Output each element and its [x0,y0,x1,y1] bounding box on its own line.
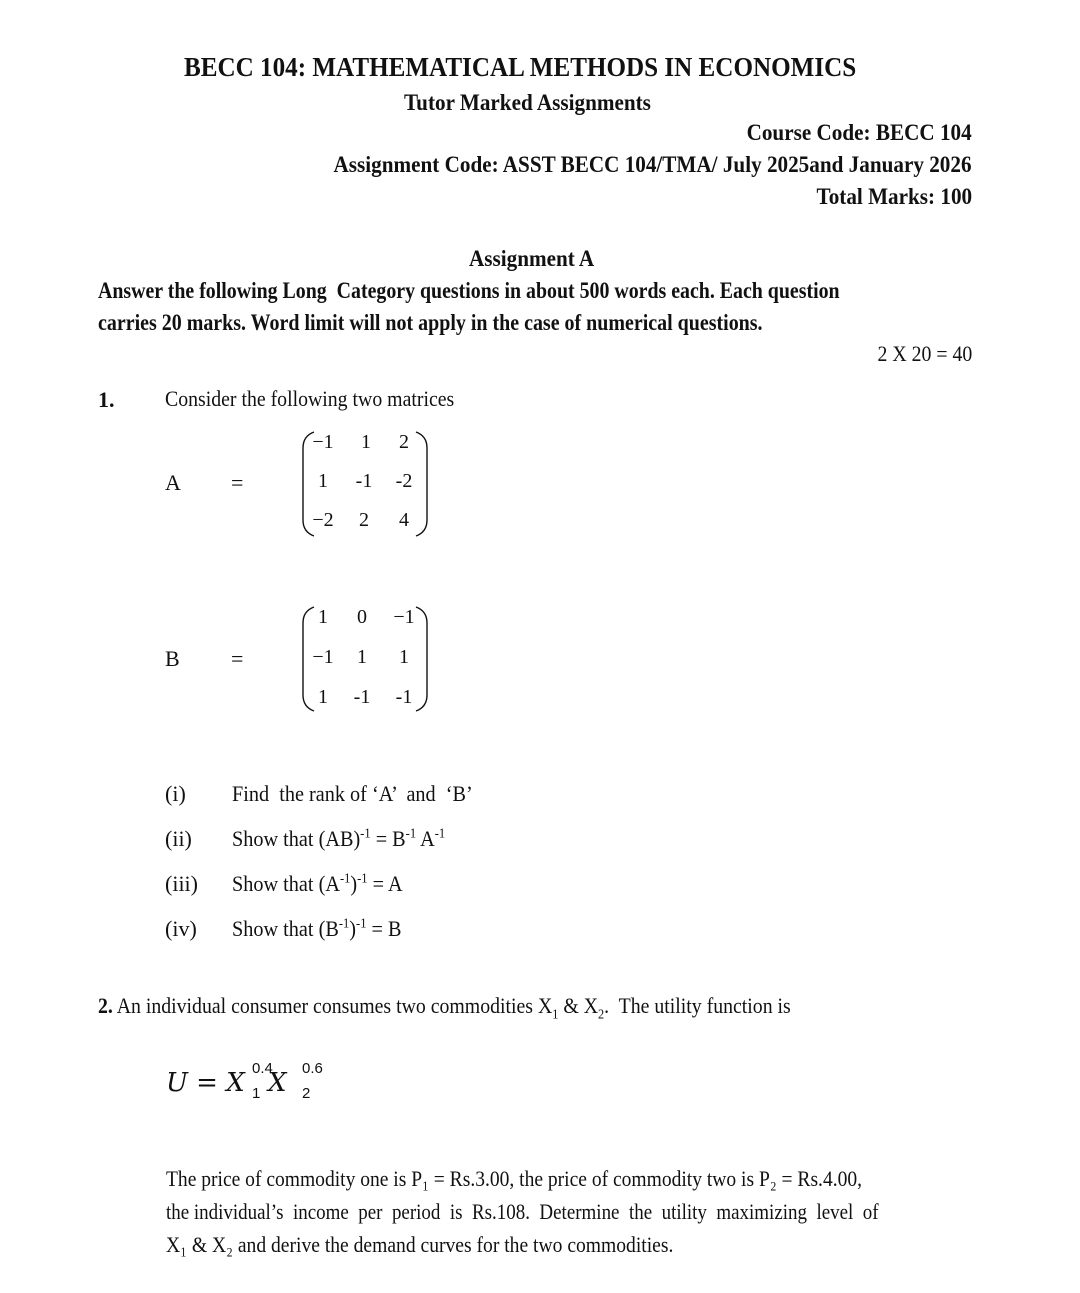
matrix-b-cell: 0 [357,606,367,628]
exponent-2: 0.6 [302,1060,323,1077]
question-2-number: 2. [98,993,113,1018]
matrix-b-cell: -1 [353,686,371,708]
question-2-paragraph-line-3: X₁ & X₂ and derive the demand curves for the two commodities. [166,1232,674,1257]
part-iv-text: Show that $(B^{-1})^{-1} = B$ [232,915,402,941]
utility-equation-x2: X [268,1068,287,1098]
matrix-b-equals: = [231,646,244,671]
subscript-2: 2 [302,1085,311,1102]
part-iv-number: (iv) [165,916,197,941]
matrix-b-cell: −1 [312,646,334,668]
total-marks: Total Marks: 100 [816,184,972,209]
matrix-a-cell: −2 [312,509,334,531]
matrix-a-equals: = [231,470,244,495]
matrix-a [300,428,430,540]
matrix-a-cell: 1 [361,431,371,453]
matrix-a-cell: 2 [399,431,409,453]
instruction-line-2: carries 20 marks. Word limit will not apply in the case of numerical questions. [98,310,763,335]
matrix-a-cell: -2 [395,470,413,492]
matrix-b-cell: -1 [395,686,413,708]
document-title: BECC 104: MATHEMATICAL METHODS IN ECONOMICS [184,52,857,82]
instruction-line-1: Answer the following Long Category questions in about 500 words each. Each question [98,278,840,303]
matrix-a-cell: 1 [318,470,328,492]
part-ii-number: (ii) [165,826,192,851]
question-1-number: 1. [98,387,115,412]
assignment-code: Assignment Code: ASST BECC 104/TMA/ July 2025and January 2026 [333,152,972,177]
part-i-number: (i) [165,781,186,806]
matrix-a-cell: 2 [359,509,369,531]
utility-equation [166,1060,366,1108]
question-2-text: 2. An individual consumer consumes two commodities $X_1$ & $X_2$. The utility function is [98,993,791,1022]
utility-equation-lhs: U = X [166,1068,245,1098]
matrix-b-cell: 1 [318,606,328,628]
matrix-b-cell: 1 [399,646,409,668]
part-iii-number: (iii) [165,871,198,896]
matrix-a-cell: 4 [399,509,409,531]
document-subtitle: Tutor Marked Assignments [404,90,651,115]
part-iii-text: Show that $(A^{-1})^{-1} = A$ [232,870,403,896]
subscript-1: 1 [252,1085,261,1102]
question-2-paragraph-line-2: the individual’s income per period is Rs.108. Determine the utility maximizing level of [166,1199,879,1224]
question-2-paragraph-line-1: The price of commodity one is P₁ = Rs.3.00, the price of commodity two is P₂ = Rs.4.00, [166,1166,863,1191]
section-heading: Assignment A [469,246,595,271]
matrix-b-cell: −1 [393,606,415,628]
part-i-text: Find the rank of ‘A’ and ‘B’ [232,781,473,806]
matrix-a-cell: -1 [355,470,373,492]
course-code: Course Code: BECC 104 [746,120,972,145]
marks-scheme: 2 X 20 = 40 [877,341,972,366]
part-ii-text: Show that $(AB)^{-1} = B^{-1}$ $A^{-1}$ [232,825,446,851]
matrix-b-cell: 1 [318,686,328,708]
matrix-a-label: A [165,470,181,495]
matrix-b-label: B [165,646,180,671]
exponent-1: 0.4 [252,1060,273,1077]
matrix-a-cell: −1 [312,431,334,453]
matrix-b [300,603,430,715]
matrix-b-cell: 1 [357,646,367,668]
question-1-intro: Consider the following two matrices [165,386,455,411]
